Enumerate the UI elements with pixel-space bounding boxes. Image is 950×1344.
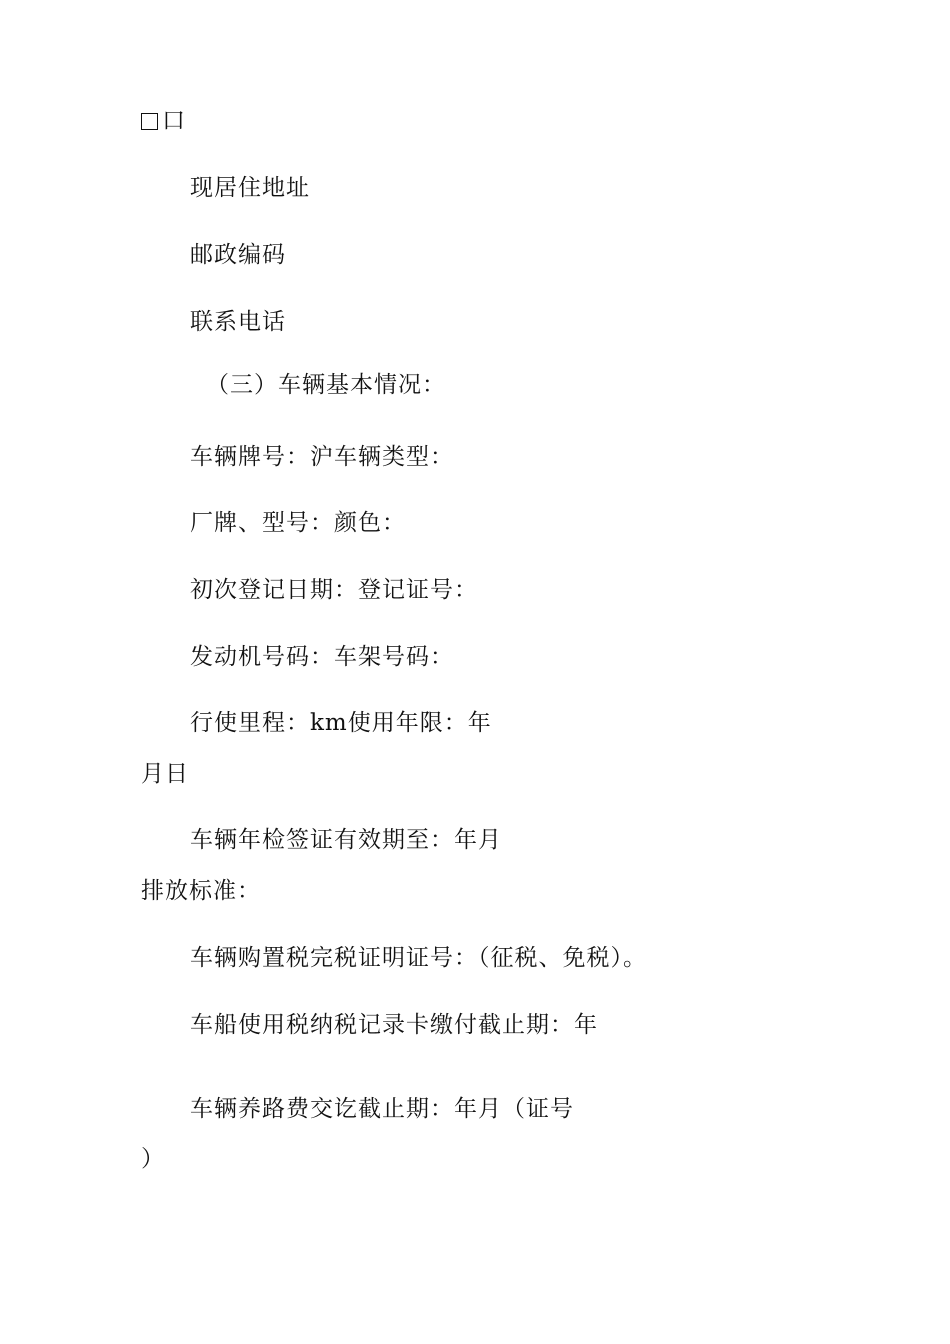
road-fee-line: 车辆养路费交讫截止期：年月（证号 [190,1096,574,1122]
postal-code-label: 邮政编码 [190,242,286,268]
inspection-validity-line: 车辆年检签证有效期至：年月 [190,827,502,853]
registration-date-line: 初次登记日期：登记证号： [190,577,478,603]
section-heading-vehicle-info: （三）车辆基本情况： [206,372,446,398]
purchase-tax-line: 车辆购置税完税证明证号：（征税、免税）。 [190,945,647,971]
current-address-label: 现居住地址 [190,175,310,201]
month-day-line: 月日 [141,761,189,787]
checkbox-line-text: 口 [162,108,186,134]
mileage-usage-line: 行使里程：km使用年限：年 [190,710,492,736]
checkbox-square-icon [141,113,158,130]
checkbox-line [141,106,186,136]
plate-and-type-line: 车辆牌号：沪车辆类型： [190,444,454,470]
emission-standard-line: 排放标准： [141,878,261,904]
brand-model-color-line: 厂牌、型号：颜色： [190,510,406,536]
closing-paren-line: ） [141,1146,165,1172]
vessel-tax-line: 车船使用税纳税记录卡缴付截止期：年 [190,1012,598,1038]
phone-label: 联系电话 [190,309,286,335]
engine-frame-number-line: 发动机号码：车架号码： [190,644,454,670]
